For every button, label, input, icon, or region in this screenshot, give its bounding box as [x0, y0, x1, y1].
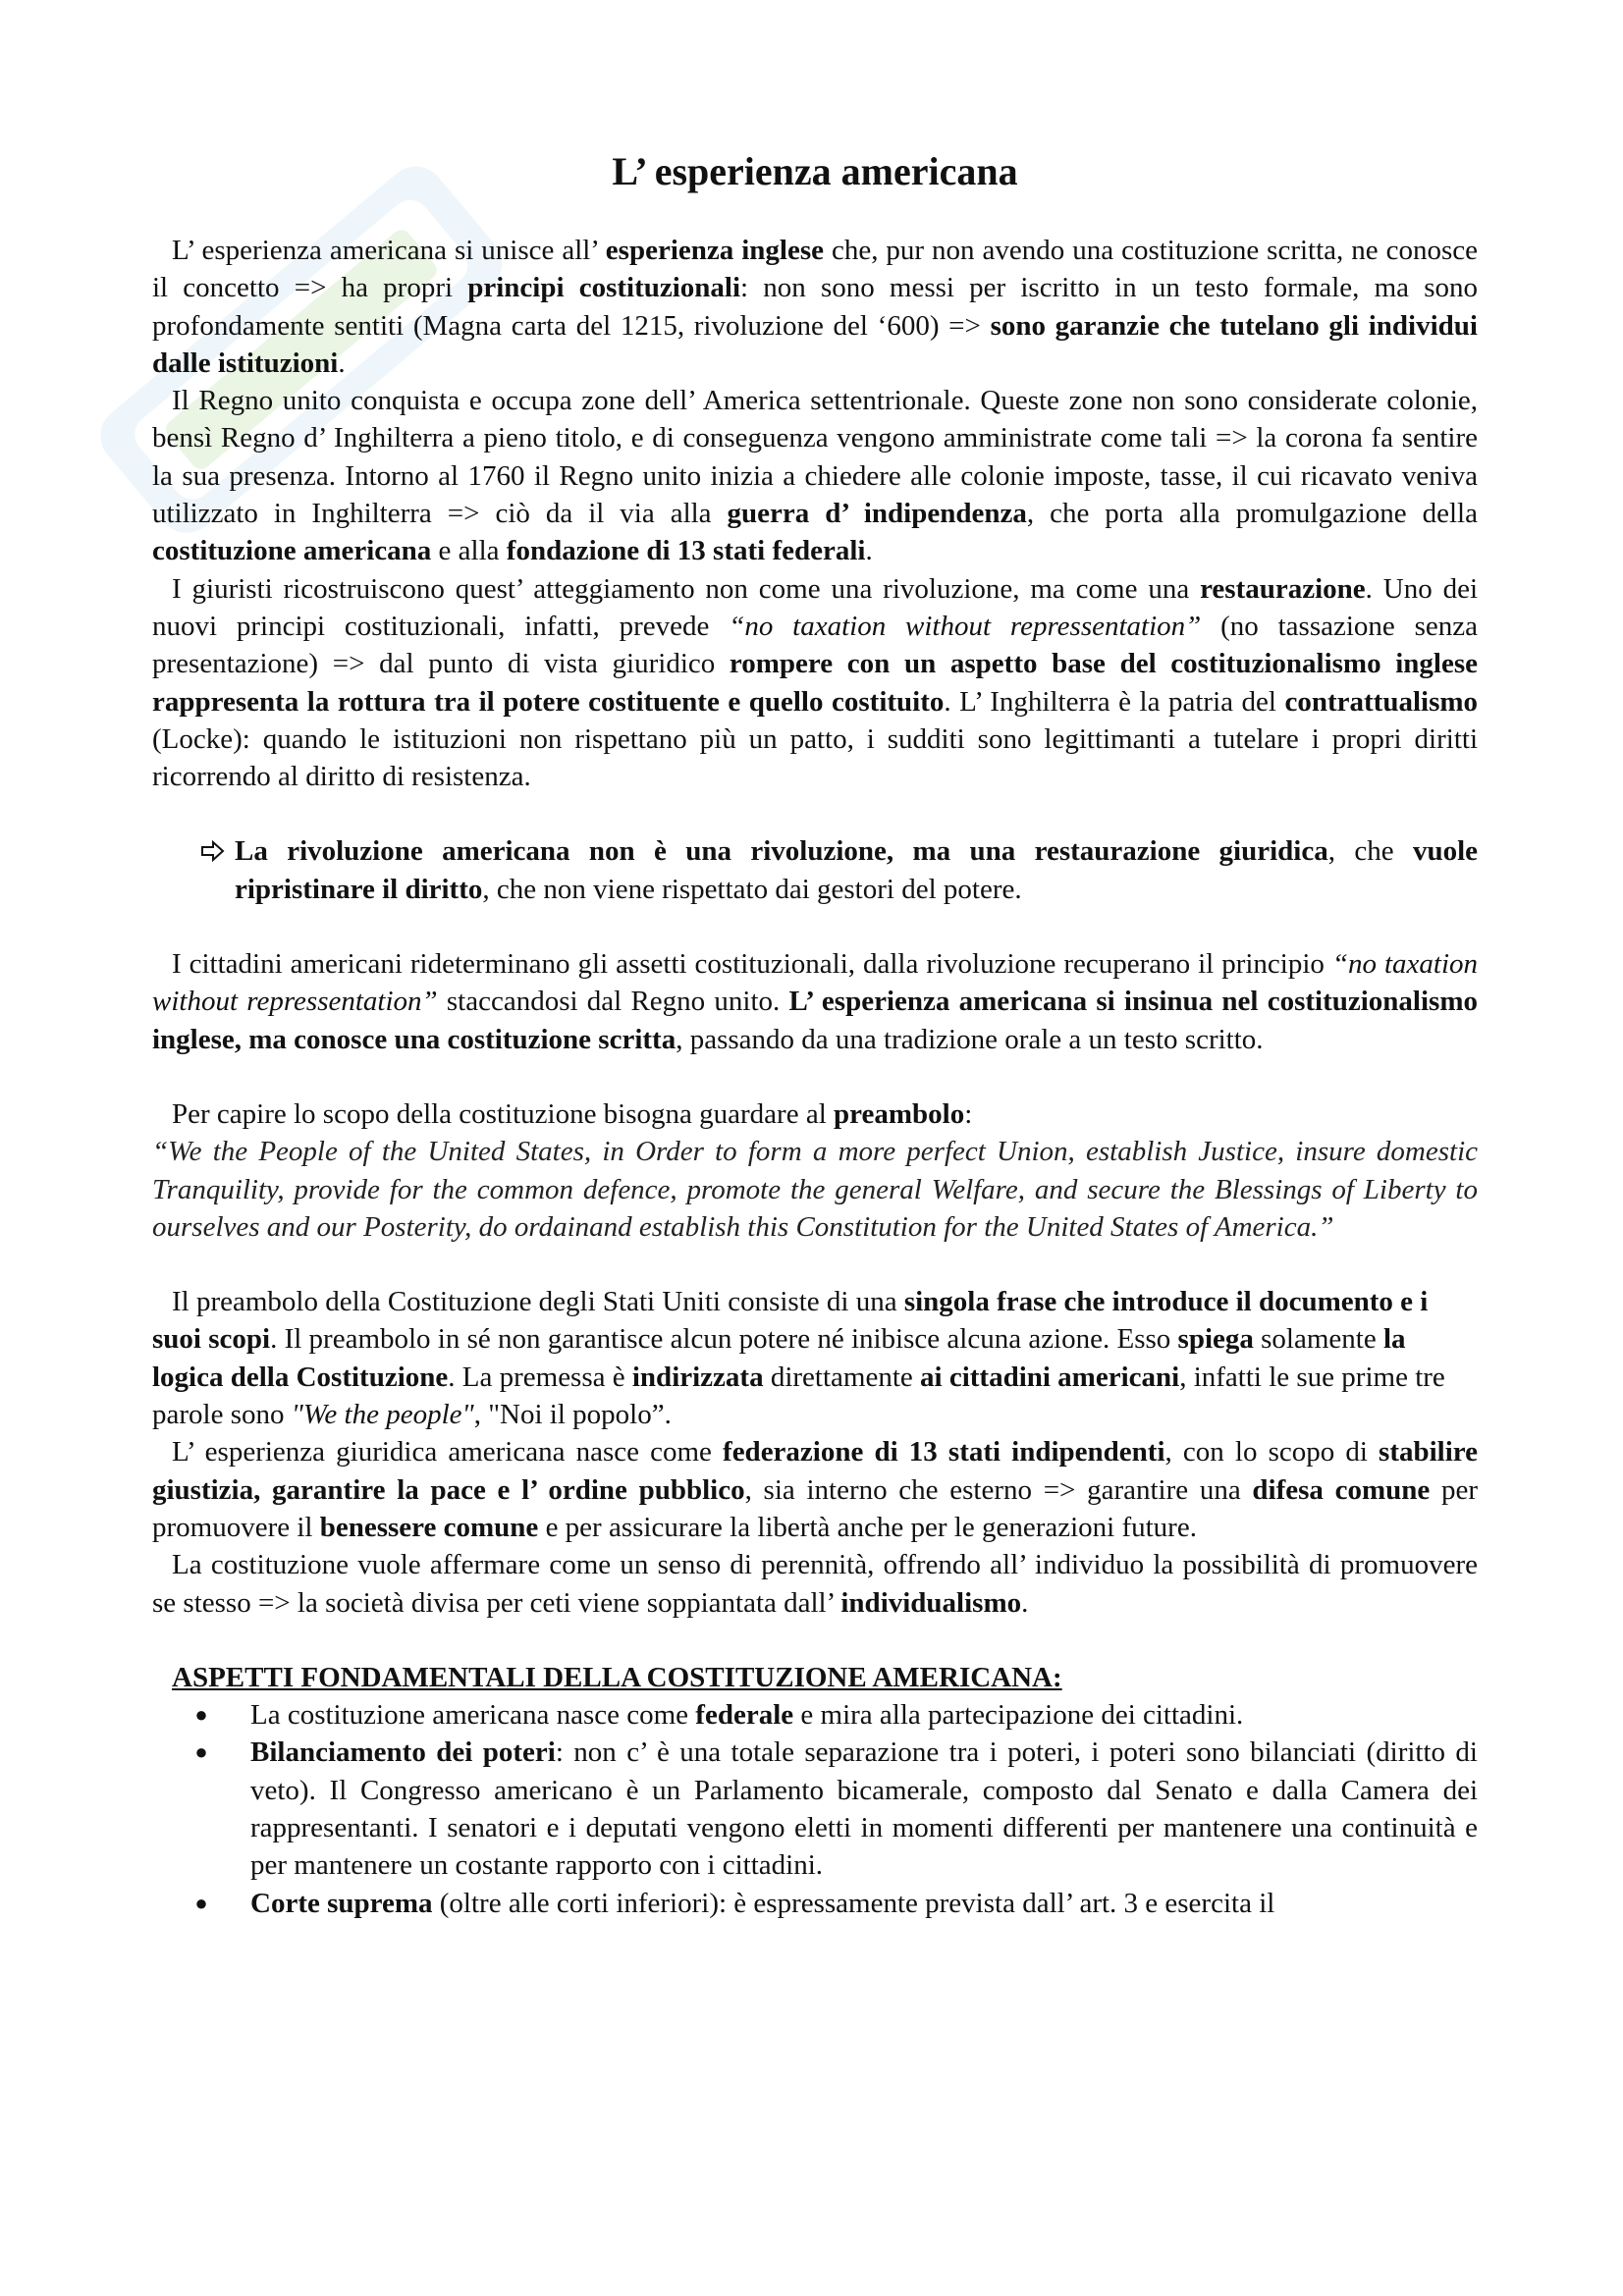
- paragraph-perennita: La costituzione vuole affermare come un senso di perennità, offrendo all’ individuo la possibilità di promuovere se stesso => la società divisa per ceti viene soppiantata dall’ individualismo.: [152, 1549, 1478, 1619]
- paragraph-preambolo-intro: Per capire lo scopo della costituzione bisogna guardare al preambolo:: [172, 1097, 973, 1130]
- aspects-list: [152, 1696, 1478, 1922]
- arrow-point: [152, 832, 1478, 908]
- section-heading: ASPETTI FONDAMENTALI DELLA COSTITUZIONE AMERICANA:: [172, 1661, 1062, 1693]
- bullet-icon: ●: [194, 1702, 208, 1728]
- list-item: ● La costituzione americana nasce come federale e mira alla partecipazione dei cittadini.: [152, 1696, 1478, 1734]
- paragraph-giuristi: I giuristi ricostruiscono quest’ atteggiamento non come una rivoluzione, ma come una restaurazione. Uno dei nuovi principi costituzionali, infatti, prevede “no taxation without repressentation” (no tassazione senza presentazione) => dal punto di vista giuridico rompere con un aspetto base del costituzionalismo inglese rappresenta la rottura tra il potere costituente e quello costituito. L’ Inghilterra è la patria del contrattualismo (Locke): quando le istituzioni non rispettano più un patto, i sudditi sono legittimanti a tutelare i propri diritti ricorrendo al diritto di resistenza.: [152, 572, 1479, 793]
- preamble-quote: “We the People of the United States, in Order to form a more perfect Union, establish Justice, insure domestic Tranquility, provide for the common defence, promote the general Welfare, and secure the Blessings of Liberty to ourselves and our Posterity, do ordainand establish this Constitution for the United States of America.”: [152, 1136, 1478, 1243]
- paragraph-intro: L’ esperienza americana si unisce all’ esperienza inglese che, pur non avendo una costituzione scritta, ne conosce il concetto => ha propri principi costituzionali: non sono messi per iscritto in un testo formale, ma sono profondamente sentiti (Magna carta del 1215, rivoluzione del ‘600) => sono garanzie che tutelano gli individui dalle istituzioni.: [152, 235, 1479, 379]
- bullet-icon: ●: [194, 1890, 208, 1915]
- list-item: ● Corte suprema (oltre alle corti inferiori): è espressamente prevista dall’ art. 3 e esercita il: [152, 1885, 1478, 1922]
- bullet-icon: ●: [194, 1739, 208, 1765]
- paragraph-federazione: L’ esperienza giuridica americana nasce come federazione di 13 stati indipendenti, con lo scopo di stabilire giustizia, garantire la pace e l’ ordine pubblico, sia interno che esterno => garantire una difesa comune per promuovere il benessere comune e per assicurare la libertà anche per le generazioni future.: [152, 1436, 1479, 1543]
- paragraph-regno-unito: Il Regno unito conquista e occupa zone dell’ America settentrionale. Queste zone non sono considerate colonie, bensì Regno d’ Inghilterra a pieno titolo, e di conseguenza vengono amministrate come tali => la corona fa sentire la sua presenza. Intorno al 1760 il Regno unito inizia a chiedere alle colonie imposte, tasse, il cui ricavato veniva utilizzato in Inghilterra => ciò da il via alla guerra d’ indipendenza, che porta alla promulgazione della costituzione americana e alla fondazione di 13 stati federali.: [152, 385, 1478, 567]
- document-page: [152, 147, 1478, 1922]
- arrow-point-text: La rivoluzione americana non è una rivoluzione, ma una restaurazione giuridica, che vuole ripristinare il diritto, che non viene rispettato dai gestori del potere.: [235, 835, 1478, 905]
- paragraph-preambolo: Il preambolo della Costituzione degli Stati Uniti consiste di una singola frase che introduce il documento e i suoi scopi. Il preambolo in sé non garantisce alcun potere né inibisce alcuna azione. Esso spiega solamente la logica della Costituzione. La premessa è indirizzata direttamente ai cittadini americani, infatti le sue prime tre parole sono "We the people", "Noi il popolo”.: [152, 1286, 1445, 1431]
- page-title: L’ esperienza americana: [612, 149, 1018, 193]
- paragraph-cittadini: I cittadini americani rideterminano gli assetti costituzionali, dalla rivoluzione recuperano il principio “no taxation without repressentation” staccandosi dal Regno unito. L’ esperienza americana si insinua nel costituzionalismo inglese, ma conosce una costituzione scritta, passando da una tradizione orale a un testo scritto.: [152, 948, 1479, 1055]
- arrow-right-icon: [201, 832, 235, 908]
- list-item: ● Bilanciamento dei poteri: non c’ è una totale separazione tra i poteri, i poteri sono bilanciati (diritto di veto). Il Congresso americano è un Parlamento bicamerale, composto dal Senato e dalla Camera dei rappresentanti. I senatori e i deputati vengono eletti in momenti differenti per mantenere una continuità e per mantenere un costante rapporto con i cittadini.: [152, 1734, 1478, 1884]
